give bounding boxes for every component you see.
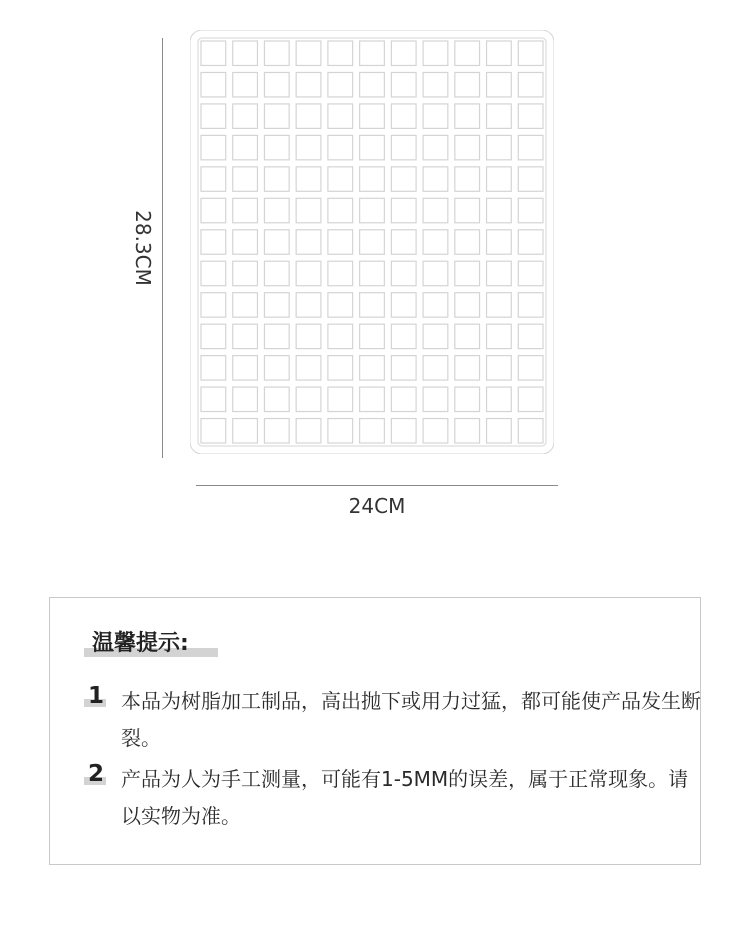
grid-cell bbox=[518, 261, 543, 285]
grid-cell bbox=[487, 72, 512, 96]
grid-cell bbox=[518, 198, 543, 222]
grid-cell bbox=[328, 135, 353, 159]
grid-cell bbox=[328, 387, 353, 411]
grid-cell bbox=[391, 72, 416, 96]
grid-cell bbox=[264, 72, 289, 96]
grid-cell bbox=[518, 104, 543, 128]
grid-cell bbox=[233, 293, 258, 317]
grid-cell bbox=[296, 135, 321, 159]
grid-cell bbox=[201, 41, 226, 65]
grid-cell bbox=[233, 324, 258, 348]
grid-cell bbox=[328, 167, 353, 191]
grid-cell bbox=[518, 419, 543, 443]
grid-cell bbox=[328, 72, 353, 96]
width-label: 24CM bbox=[348, 494, 406, 518]
grid-cell bbox=[455, 387, 480, 411]
grid-cell bbox=[360, 198, 385, 222]
grid-cell bbox=[455, 261, 480, 285]
grid-cell bbox=[264, 324, 289, 348]
grid-cell bbox=[391, 230, 416, 254]
grid-cell bbox=[391, 293, 416, 317]
grid-cell bbox=[201, 356, 226, 380]
grid-cell bbox=[391, 356, 416, 380]
grid-cell bbox=[360, 72, 385, 96]
grid-cell bbox=[328, 104, 353, 128]
grid-cell bbox=[233, 41, 258, 65]
grid-cell bbox=[233, 72, 258, 96]
notice-box bbox=[49, 597, 701, 865]
grid-cell bbox=[201, 135, 226, 159]
grid-cell bbox=[360, 230, 385, 254]
grid-cell bbox=[233, 419, 258, 443]
grid-cell bbox=[391, 167, 416, 191]
grid-cell bbox=[360, 261, 385, 285]
notice-title: 温馨提示: bbox=[92, 631, 189, 656]
grid-cell bbox=[423, 324, 448, 348]
grid-cell bbox=[360, 167, 385, 191]
grid-cell bbox=[264, 387, 289, 411]
notice-item-number: 1 bbox=[88, 683, 105, 709]
grid-cell bbox=[233, 198, 258, 222]
grid-cell bbox=[201, 198, 226, 222]
grid-cell bbox=[487, 356, 512, 380]
grid-cell bbox=[233, 387, 258, 411]
grid-cell bbox=[518, 230, 543, 254]
grid-cell bbox=[233, 356, 258, 380]
grid-cell bbox=[296, 419, 321, 443]
grid-cell bbox=[518, 135, 543, 159]
grid-cell bbox=[487, 167, 512, 191]
grid-cell bbox=[264, 41, 289, 65]
grid-cell bbox=[391, 324, 416, 348]
grid-cell bbox=[328, 293, 353, 317]
grid-cell bbox=[423, 72, 448, 96]
grid-cell bbox=[360, 104, 385, 128]
grid-cell bbox=[360, 356, 385, 380]
grid-cell bbox=[264, 230, 289, 254]
grid-cell bbox=[518, 387, 543, 411]
grid-cell bbox=[201, 261, 226, 285]
grid-cell bbox=[264, 135, 289, 159]
grid-cell bbox=[360, 387, 385, 411]
grid-cell bbox=[423, 230, 448, 254]
notice-item-number: 2 bbox=[88, 761, 105, 787]
grid-cell bbox=[487, 198, 512, 222]
grid-cell bbox=[264, 198, 289, 222]
grid-cell bbox=[455, 72, 480, 96]
grid-cell bbox=[360, 293, 385, 317]
grid-cell bbox=[360, 419, 385, 443]
grid-cell bbox=[201, 104, 226, 128]
grid-cell bbox=[328, 230, 353, 254]
grid-cell bbox=[423, 419, 448, 443]
grid-cell bbox=[201, 419, 226, 443]
grid-cell bbox=[296, 104, 321, 128]
grid-cell bbox=[201, 324, 226, 348]
grid-cell bbox=[423, 41, 448, 65]
grid-cell bbox=[455, 293, 480, 317]
grid-cell bbox=[518, 324, 543, 348]
grid-cell bbox=[518, 41, 543, 65]
grid-cell bbox=[518, 167, 543, 191]
height-dimension-line bbox=[162, 38, 163, 458]
grid-cell bbox=[455, 230, 480, 254]
grid-cell bbox=[328, 41, 353, 65]
grid-cell bbox=[455, 167, 480, 191]
grid-cell bbox=[328, 324, 353, 348]
grid-cell bbox=[487, 41, 512, 65]
grid-cell bbox=[264, 261, 289, 285]
grid-cell bbox=[391, 419, 416, 443]
grid-cell bbox=[264, 356, 289, 380]
grid-cell bbox=[487, 419, 512, 443]
grid-cell bbox=[391, 387, 416, 411]
grid-cell bbox=[455, 198, 480, 222]
grid-cell bbox=[487, 230, 512, 254]
grid-cell bbox=[233, 104, 258, 128]
grid-cell bbox=[487, 261, 512, 285]
notice-item-text: 产品为人为手工测量，可能有1-5MM的误差，属于正常现象。请以实物为准。 bbox=[121, 767, 689, 828]
width-dimension-line bbox=[196, 485, 558, 486]
grid-cell bbox=[423, 198, 448, 222]
grid-cell bbox=[328, 419, 353, 443]
grid-cell bbox=[201, 230, 226, 254]
height-label-text: 28.3CM bbox=[131, 210, 155, 286]
grid-cell bbox=[233, 261, 258, 285]
grid-cell bbox=[296, 324, 321, 348]
grid-cell bbox=[328, 198, 353, 222]
grid-cell bbox=[487, 387, 512, 411]
grid-cell bbox=[328, 261, 353, 285]
grid-cell bbox=[455, 104, 480, 128]
grid-cell bbox=[518, 356, 543, 380]
grid-cell bbox=[487, 135, 512, 159]
grid-cell bbox=[296, 293, 321, 317]
grid-cell bbox=[296, 387, 321, 411]
notice-item-text: 本品为树脂加工制品，高出抛下或用力过猛，都可能使产品发生断裂。 bbox=[121, 689, 701, 750]
grid-cell bbox=[423, 167, 448, 191]
grid-cell bbox=[296, 41, 321, 65]
grid-cell bbox=[455, 356, 480, 380]
grid-cell bbox=[360, 41, 385, 65]
grid-cell bbox=[391, 198, 416, 222]
grid-cell bbox=[264, 293, 289, 317]
grid-cell bbox=[296, 198, 321, 222]
grid-cell bbox=[487, 293, 512, 317]
grid-cell bbox=[391, 261, 416, 285]
grid-cell bbox=[455, 324, 480, 348]
grid-cell bbox=[233, 167, 258, 191]
grid-cell bbox=[328, 356, 353, 380]
grid-cell bbox=[423, 104, 448, 128]
grid-cell bbox=[296, 261, 321, 285]
grid-cell bbox=[423, 293, 448, 317]
grid-cell bbox=[264, 167, 289, 191]
grid-cell bbox=[455, 41, 480, 65]
grid-cell bbox=[264, 419, 289, 443]
grid-cell bbox=[360, 135, 385, 159]
grid-cell bbox=[487, 324, 512, 348]
grid-cell bbox=[233, 135, 258, 159]
grid-cell bbox=[518, 72, 543, 96]
grid-cell bbox=[360, 324, 385, 348]
grid-cell bbox=[264, 104, 289, 128]
grid-cell bbox=[423, 387, 448, 411]
grid-cell bbox=[296, 72, 321, 96]
grid-cell bbox=[296, 356, 321, 380]
grid-cell bbox=[201, 387, 226, 411]
grid-cell bbox=[455, 419, 480, 443]
grid-cell bbox=[455, 135, 480, 159]
grid-cell bbox=[296, 230, 321, 254]
grid-cell bbox=[391, 135, 416, 159]
grid-cell bbox=[296, 167, 321, 191]
grid-cell bbox=[423, 261, 448, 285]
wire-grid-drawing bbox=[190, 30, 554, 454]
grid-cell bbox=[201, 72, 226, 96]
grid-cell bbox=[423, 135, 448, 159]
grid-cell bbox=[487, 104, 512, 128]
grid-cell bbox=[201, 293, 226, 317]
grid-cell bbox=[233, 230, 258, 254]
grid-cell bbox=[391, 104, 416, 128]
wire-grid-panel bbox=[190, 30, 554, 454]
grid-cell bbox=[518, 293, 543, 317]
grid-cell bbox=[423, 356, 448, 380]
grid-cell bbox=[201, 167, 226, 191]
grid-cell bbox=[391, 41, 416, 65]
